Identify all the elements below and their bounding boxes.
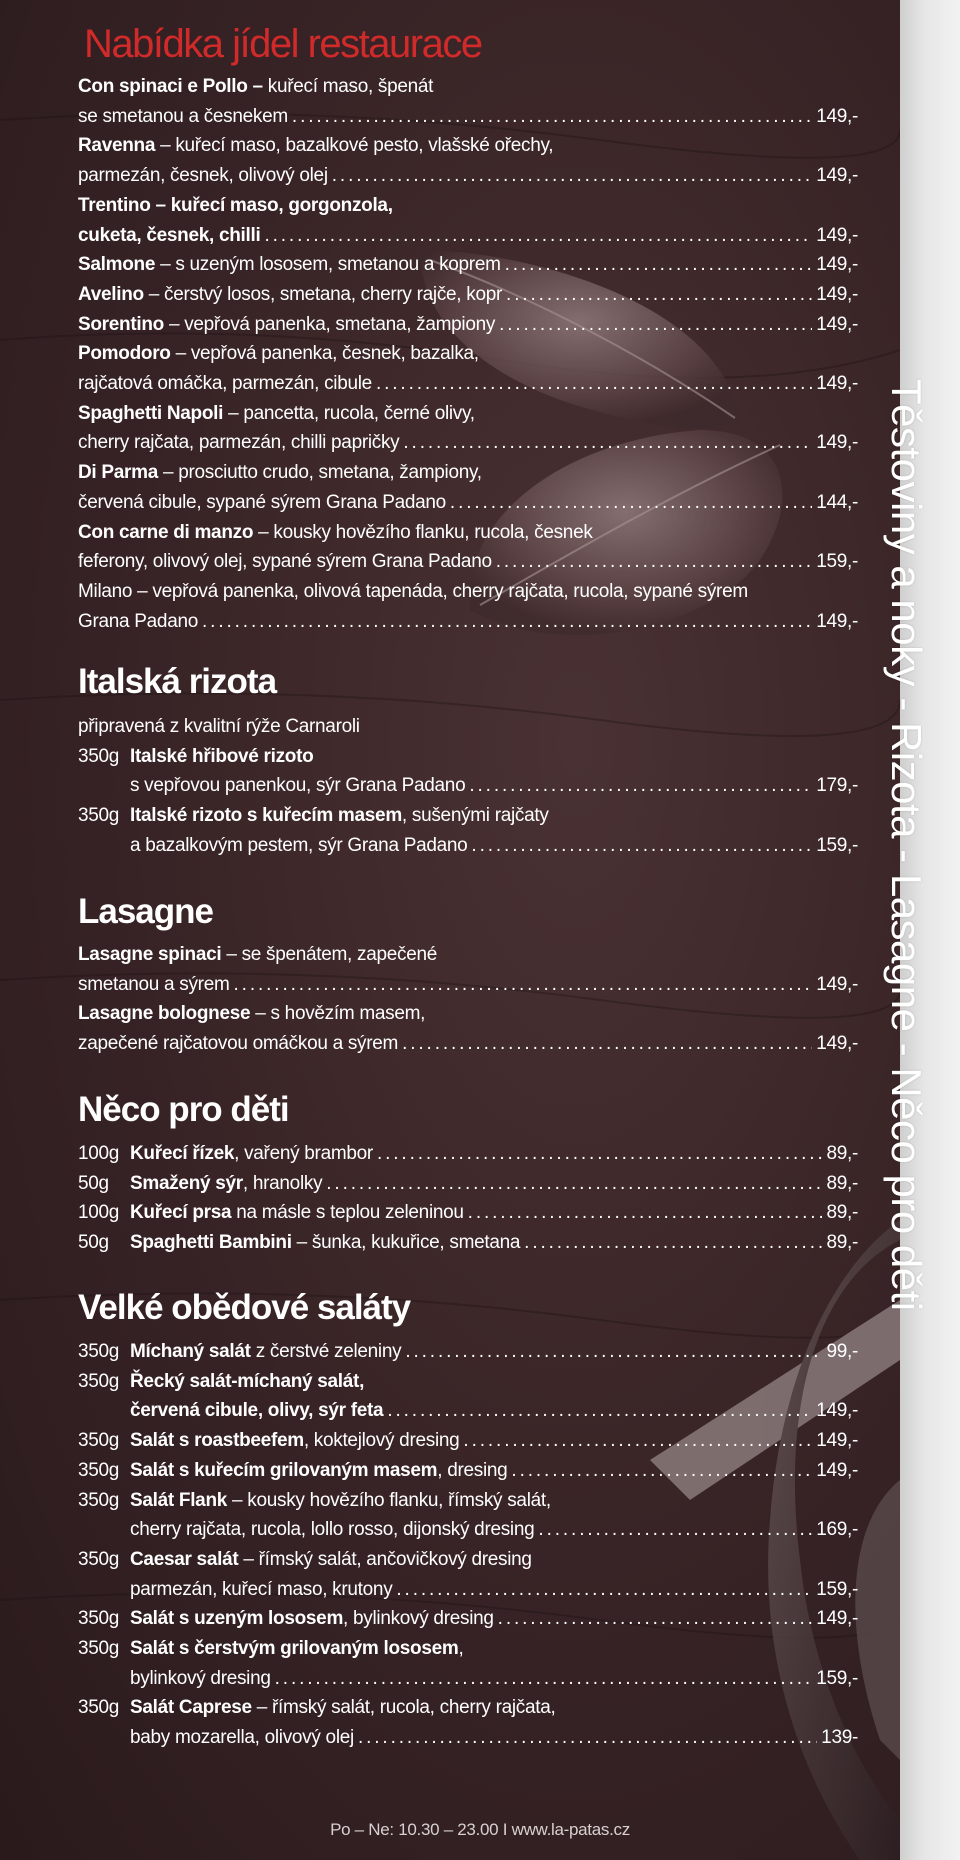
item-text: – se špenátem, zapečené — [221, 944, 438, 965]
item-text: parmezán, česnek, olivový olej — [78, 165, 328, 187]
item-description — [130, 1456, 507, 1486]
item-price: 149,- — [816, 254, 858, 276]
menu-line — [78, 970, 858, 1000]
item-description — [130, 1723, 354, 1753]
item-text: – prosciutto crudo, smetana, žampiony, — [157, 462, 482, 484]
menu-line — [78, 339, 858, 369]
menu-line — [78, 1029, 858, 1059]
item-name: Lasagne spinaci — [78, 944, 222, 965]
item-description — [78, 131, 553, 161]
item-description — [78, 250, 501, 280]
menu-line — [78, 1515, 858, 1545]
menu-line — [78, 280, 858, 310]
item-text: na másle s teplou zeleninou — [231, 1202, 464, 1224]
item-description — [130, 1367, 364, 1397]
menu-line — [78, 310, 858, 340]
indent-spacer — [78, 1515, 130, 1545]
item-name: Lasagne bolognese — [78, 1003, 251, 1025]
item-text: z čerstvé zeleniny — [250, 1341, 402, 1362]
item-name: Con carne di manzo — [78, 521, 254, 543]
leader-dots — [275, 1664, 813, 1694]
item-text: , bylinkový dresing — [343, 1608, 494, 1630]
menu-line — [78, 1198, 858, 1228]
item-name: Řecký salát-míchaný salát, — [130, 1370, 365, 1392]
section-heading-salaty: Velké obědové saláty — [78, 1288, 411, 1327]
leader-dots — [463, 1426, 812, 1456]
item-text: rajčatová omáčka, parmezán, cibule — [78, 373, 372, 394]
menu-line — [78, 1634, 858, 1664]
leader-dots — [499, 310, 812, 340]
item-price: 89,- — [826, 1172, 858, 1194]
item-text: cherry rajčata, parmezán, chilli papričky — [78, 432, 400, 454]
menu-line — [78, 72, 858, 102]
item-weight: 50g — [78, 1232, 109, 1254]
leader-dots — [524, 1228, 822, 1258]
menu-line — [78, 1169, 858, 1199]
leader-dots — [234, 970, 813, 1000]
item-name: Sorentino — [78, 313, 164, 335]
menu-line — [78, 547, 858, 577]
item-text: , hranolky — [242, 1172, 323, 1194]
item-text: a bazalkovým pestem, sýr Grana Padano — [130, 834, 468, 856]
item-description — [130, 1169, 322, 1199]
item-text: , vařený brambor — [234, 1143, 373, 1164]
item-text: Grana Padano — [78, 610, 198, 632]
item-name: Italské hřibové rizoto — [130, 745, 314, 767]
item-name: červená cibule, olivy, sýr feta — [130, 1400, 384, 1422]
item-text: – kousky hovězího flanku, rucola, česnek — [253, 521, 593, 543]
item-price: 149,- — [816, 283, 858, 305]
item-name: Smažený sýr — [130, 1172, 243, 1194]
item-name: Salát Caprese — [130, 1697, 252, 1719]
leader-dots — [402, 1029, 812, 1059]
section-heading-rizota: Italská rizota — [78, 662, 277, 701]
item-price: 149,- — [816, 1400, 858, 1422]
item-price: 149,- — [816, 1033, 858, 1055]
item-weight: 350g — [78, 1341, 120, 1362]
item-text: baby mozarella, olivový olej — [130, 1727, 354, 1749]
item-price: 149,- — [816, 1459, 858, 1481]
item-text: , koktejlový dresing — [303, 1430, 460, 1452]
leader-dots — [450, 488, 812, 518]
sidebar-categories-text: Těstoviny a noky - Rizota - Lasagne - Něco pro děti — [883, 379, 930, 1311]
leader-dots — [505, 250, 813, 280]
menu-line — [78, 221, 858, 251]
item-text: – vepřová panenka, smetana, žampiony — [163, 313, 496, 335]
item-description — [78, 280, 502, 310]
item-weight: 350g — [78, 1608, 120, 1630]
menu-line — [78, 1139, 858, 1169]
leader-dots — [376, 369, 812, 399]
leader-dots — [202, 607, 812, 637]
item-name: Caesar salát — [130, 1548, 239, 1570]
item-description — [78, 102, 288, 132]
item-text: , — [458, 1638, 464, 1659]
item-description — [130, 1228, 520, 1258]
item-name: Di Parma — [78, 462, 158, 484]
item-description — [78, 161, 328, 191]
item-description — [130, 1664, 271, 1694]
indent-spacer — [78, 1723, 130, 1753]
item-price: 99,- — [826, 1341, 858, 1362]
menu-line — [78, 131, 858, 161]
item-text: smetanou a sýrem — [78, 973, 230, 995]
item-name: cuketa, česnek, chilli — [78, 224, 261, 246]
item-name: Salmone — [78, 254, 156, 276]
item-description — [130, 1486, 551, 1516]
menu-line — [78, 1604, 858, 1634]
item-text: – šunka, kukuřice, smetana — [291, 1232, 521, 1254]
leader-dots — [471, 831, 812, 861]
item-text: – kousky hovězího flanku, římský salát, — [227, 1489, 551, 1511]
menu-title: Nabídka jídel restaurace — [84, 22, 482, 66]
menu-line — [78, 1575, 858, 1605]
item-text: – čerstvý losos, smetana, cherry rajče, kopr — [143, 283, 503, 305]
item-text: Milano – vepřová panenka, olivová tapenáda, cherry rajčata, rucola, sypané sýrem — [78, 580, 748, 602]
item-description — [130, 1545, 532, 1575]
item-price: 89,- — [826, 1143, 858, 1164]
item-text: cherry rajčata, rucola, lollo rosso, dijonský dresing — [130, 1519, 535, 1541]
menu-line — [78, 1723, 858, 1753]
item-weight: 350g — [78, 1697, 120, 1719]
item-description — [130, 1515, 534, 1545]
item-name: Trentino – kuřecí maso, gorgonzola, — [78, 194, 393, 216]
leader-dots — [396, 1575, 812, 1605]
item-description — [78, 428, 399, 458]
item-description — [78, 940, 437, 970]
leader-dots — [405, 1337, 822, 1367]
menu-line — [78, 369, 858, 399]
menu-line — [78, 518, 858, 548]
leader-dots — [377, 1139, 823, 1169]
item-description — [130, 1604, 494, 1634]
item-text: – s hovězím masem, — [250, 1003, 426, 1025]
menu-line — [78, 1486, 858, 1516]
menu-line — [78, 458, 858, 488]
item-text: – kuřecí maso, bazalkové pesto, vlašské ořechy, — [155, 135, 554, 157]
leader-dots — [511, 1456, 812, 1486]
item-price: 144,- — [816, 491, 858, 513]
item-price: 149,- — [816, 432, 858, 454]
item-description — [78, 1029, 398, 1059]
item-weight: 350g — [78, 1548, 120, 1570]
item-description — [78, 607, 198, 637]
item-description — [78, 369, 372, 399]
menu-line — [78, 488, 858, 518]
item-text: , dresing — [437, 1459, 508, 1481]
item-text: s vepřovou panenkou, sýr Grana Padano — [130, 775, 466, 797]
item-price: 149,- — [816, 1430, 858, 1452]
menu-line — [78, 191, 858, 221]
item-text: – římský salát, rucola, cherry rajčata, — [251, 1697, 556, 1719]
item-price: 139- — [821, 1727, 858, 1749]
item-price: 149,- — [816, 224, 858, 246]
item-weight: 350g — [78, 1489, 120, 1511]
item-text: se smetanou a česnekem — [78, 105, 288, 127]
menu-line — [78, 1456, 858, 1486]
menu-line — [78, 1337, 858, 1367]
menu-line — [78, 161, 858, 191]
menu-line — [78, 742, 858, 772]
item-weight: 350g — [78, 805, 120, 827]
item-text: zapečené rajčatovou omáčkou a sýrem — [78, 1033, 399, 1055]
item-text: parmezán, kuřecí maso, krutony — [130, 1578, 393, 1600]
leader-dots — [387, 1396, 812, 1426]
section-heading-lasagne: Lasagne — [78, 892, 213, 931]
leader-dots — [358, 1723, 817, 1753]
item-description — [78, 712, 360, 742]
leader-dots — [292, 102, 812, 132]
item-weight: 350g — [78, 745, 120, 767]
item-description — [78, 221, 260, 251]
leader-dots — [506, 280, 812, 310]
item-name: Italské rizoto s kuřecím masem — [130, 805, 402, 827]
item-text: – pancetta, rucola, černé olivy, — [223, 402, 475, 424]
item-price: 159,- — [816, 551, 858, 573]
item-name: Míchaný salát — [130, 1341, 251, 1362]
menu-line — [78, 1396, 858, 1426]
item-name: Salát s roastbeefem — [130, 1430, 304, 1452]
leader-dots — [498, 1604, 813, 1634]
item-description — [130, 1198, 464, 1228]
item-name: Salát Flank — [130, 1489, 228, 1511]
leader-dots — [326, 1169, 822, 1199]
item-description — [130, 742, 313, 772]
item-text: připravená z kvalitní rýže Carnaroli — [78, 716, 360, 737]
item-price: 149,- — [816, 610, 858, 632]
item-price: 149,- — [816, 105, 858, 127]
item-text: bylinkový dresing — [130, 1667, 271, 1689]
item-price: 149,- — [816, 1608, 858, 1630]
item-description — [78, 547, 492, 577]
item-weight: 350g — [78, 1430, 120, 1452]
item-text: feferony, olivový olej, sypané sýrem Grana Padano — [78, 551, 492, 573]
item-description — [130, 1634, 463, 1664]
item-name: Kuřecí prsa — [130, 1202, 232, 1224]
leader-dots — [468, 1198, 823, 1228]
item-description — [78, 310, 495, 340]
menu-line — [78, 771, 858, 801]
menu-line — [78, 399, 858, 429]
menu-line — [78, 1367, 858, 1397]
item-description — [130, 1139, 373, 1169]
item-price: 149,- — [816, 373, 858, 394]
leader-dots — [403, 428, 812, 458]
indent-spacer — [78, 1396, 130, 1426]
menu-line — [78, 607, 858, 637]
item-weight: 50g — [78, 1172, 109, 1194]
menu-line — [78, 1545, 858, 1575]
menu-line — [78, 1228, 858, 1258]
item-price: 159,- — [816, 834, 858, 856]
item-name: Spaghetti Napoli — [78, 402, 224, 424]
item-name: Spaghetti Bambini — [130, 1232, 292, 1254]
item-text: – s uzeným lososem, smetanou a koprem — [155, 254, 501, 276]
indent-spacer — [78, 831, 130, 861]
leader-dots — [538, 1515, 812, 1545]
item-price: 89,- — [826, 1202, 858, 1224]
item-price: 149,- — [816, 313, 858, 335]
menu-line — [78, 712, 858, 742]
indent-spacer — [78, 771, 130, 801]
item-description — [130, 831, 467, 861]
item-price: 159,- — [816, 1667, 858, 1689]
footer-hours-web: Po – Ne: 10.30 – 23.00 I www.la-patas.cz — [330, 1820, 630, 1839]
item-description — [78, 999, 425, 1029]
item-description — [78, 191, 393, 221]
item-text: červená cibule, sypané sýrem Grana Padano — [78, 491, 446, 513]
item-price: 149,- — [816, 973, 858, 995]
indent-spacer — [78, 1664, 130, 1694]
menu-line — [78, 102, 858, 132]
item-price: 169,- — [816, 1519, 858, 1541]
leader-dots — [469, 771, 812, 801]
menu-line — [78, 428, 858, 458]
item-description — [130, 1396, 383, 1426]
item-name: Salát s čerstvým grilovaným lososem — [130, 1638, 459, 1659]
menu-line — [78, 577, 858, 607]
item-name: Con spinaci e Pollo – — [78, 76, 263, 97]
item-description — [78, 72, 433, 102]
item-description — [78, 970, 230, 1000]
item-description — [130, 1426, 459, 1456]
section-heading-deti: Něco pro děti — [78, 1090, 289, 1129]
item-weight: 100g — [78, 1202, 120, 1224]
item-description — [130, 801, 549, 831]
item-text: – římský salát, ančovičkový dresing — [238, 1548, 532, 1570]
menu-line — [78, 940, 858, 970]
item-price: 149,- — [816, 165, 858, 187]
item-description — [78, 339, 479, 369]
item-description — [78, 488, 446, 518]
menu-line — [78, 1664, 858, 1694]
menu-line — [78, 1693, 858, 1723]
indent-spacer — [78, 1575, 130, 1605]
leader-dots — [264, 221, 812, 251]
item-name: Salát s kuřecím grilovaným masem — [130, 1459, 438, 1481]
leader-dots — [496, 547, 812, 577]
item-text: – vepřová panenka, česnek, bazalka, — [170, 343, 479, 365]
item-description — [130, 771, 465, 801]
leader-dots — [332, 161, 812, 191]
item-description — [78, 458, 482, 488]
item-description — [78, 399, 475, 429]
item-weight: 350g — [78, 1370, 120, 1392]
item-description — [130, 1337, 401, 1367]
item-description — [130, 1693, 556, 1723]
item-description — [78, 577, 748, 607]
menu-line — [78, 250, 858, 280]
item-weight: 350g — [78, 1459, 120, 1481]
item-name: Pomodoro — [78, 343, 171, 365]
item-price: 89,- — [826, 1232, 858, 1254]
menu-line — [78, 1426, 858, 1456]
item-name: Avelino — [78, 283, 144, 305]
item-description — [78, 518, 593, 548]
menu-line — [78, 831, 858, 861]
item-name: Kuřecí řízek — [130, 1143, 235, 1164]
item-text: , sušenými rajčaty — [401, 805, 549, 827]
item-text: kuřecí maso, špenát — [262, 76, 434, 97]
sidebar-strip — [883, 0, 960, 1860]
item-name: Ravenna — [78, 135, 156, 157]
item-weight: 350g — [78, 1638, 120, 1659]
item-description — [130, 1575, 392, 1605]
item-weight: 100g — [78, 1143, 120, 1164]
item-name: Salát s uzeným lososem — [130, 1608, 344, 1630]
item-price: 159,- — [816, 1578, 858, 1600]
menu-line — [78, 999, 858, 1029]
menu-line — [78, 801, 858, 831]
item-price: 179,- — [816, 775, 858, 797]
